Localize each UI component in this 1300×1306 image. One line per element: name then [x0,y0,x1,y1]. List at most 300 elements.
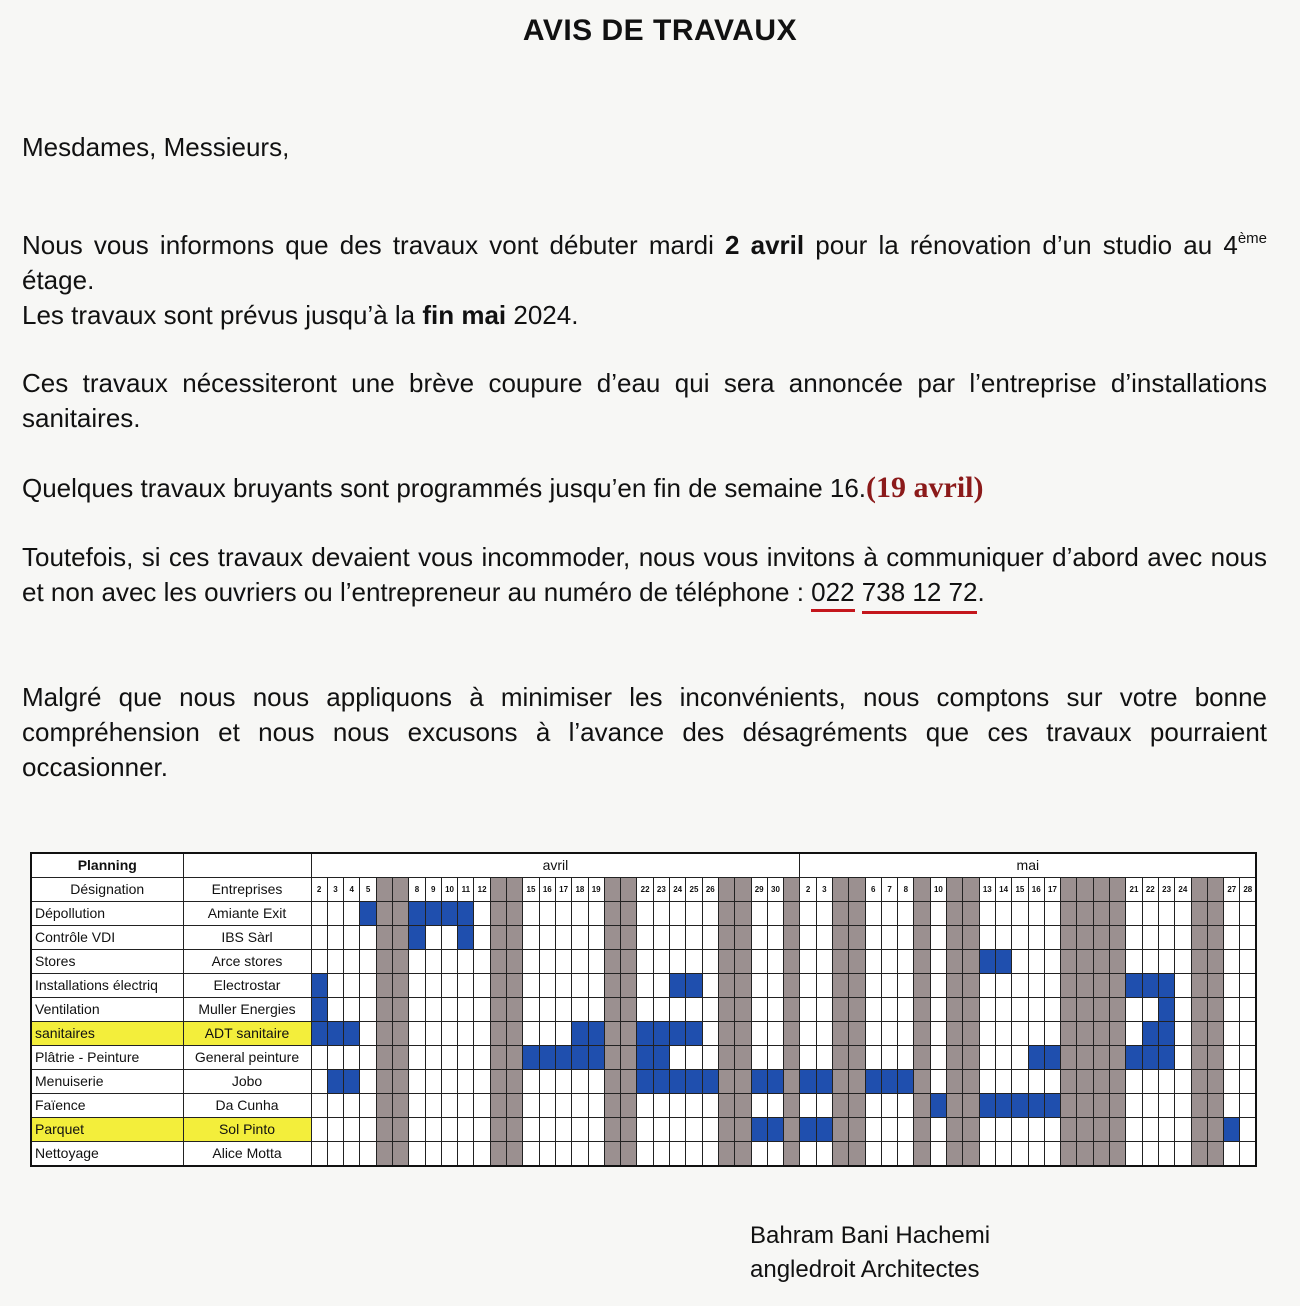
weekend-cell [1207,974,1223,998]
empty-cell [702,1046,718,1070]
weekend-cell [1077,926,1093,950]
empty-cell [1012,998,1028,1022]
phone-number-part: 022 [811,577,854,612]
weekend-cell [1191,1046,1207,1070]
weekend-cell [718,1022,734,1046]
weekend-cell [914,902,930,926]
empty-cell [865,1046,881,1070]
empty-cell [816,1022,832,1046]
empty-cell [523,1022,539,1046]
entreprise-cell: Alice Motta [183,1142,311,1167]
empty-cell [425,1142,441,1167]
scheduled-cell [800,1118,816,1142]
empty-cell [1012,1070,1028,1094]
empty-cell [702,1142,718,1167]
weekend-cell [490,974,506,998]
weekend-cell [718,902,734,926]
weekend-cell [1061,902,1077,926]
empty-cell [360,1118,376,1142]
empty-cell [409,1118,425,1142]
weekend-cell [947,950,963,974]
day-label [1061,878,1077,902]
weekend-cell [914,1046,930,1070]
weekend-cell [376,1094,392,1118]
empty-cell [686,902,702,926]
empty-cell [539,974,555,998]
empty-cell [539,1070,555,1094]
day-label: 23 [1158,878,1174,902]
weekend-cell [392,926,408,950]
weekend-cell [963,974,979,998]
weekend-cell [1077,1118,1093,1142]
text: Les travaux sont prévus jusqu’à la [22,300,423,330]
scheduled-cell [311,1022,327,1046]
empty-cell [670,1094,686,1118]
empty-cell [1240,1070,1256,1094]
text: Toutefois, si ces travaux devaient vous incommoder, nous vous invitons à communiquer d’abord avec nous et non avec les ouvriers ou l’entrepreneur au numéro de téléphone : [22,542,1267,607]
empty-cell [360,950,376,974]
empty-cell [767,950,783,974]
empty-cell [930,1070,946,1094]
empty-cell [458,998,474,1022]
designation-cell: Parquet [31,1118,183,1142]
empty-cell [344,1094,360,1118]
empty-cell [441,1070,457,1094]
day-label [490,878,506,902]
weekend-cell [947,902,963,926]
empty-cell [751,902,767,926]
weekend-cell [1110,1118,1126,1142]
empty-cell [1158,1142,1174,1167]
empty-cell [686,1046,702,1070]
weekend-cell [833,1070,849,1094]
weekend-cell [376,1142,392,1167]
empty-cell [588,926,604,950]
empty-cell [441,1022,457,1046]
day-label [735,878,751,902]
empty-cell [474,1094,490,1118]
empty-cell [474,1142,490,1167]
empty-cell [311,1094,327,1118]
empty-cell [409,974,425,998]
day-label [947,878,963,902]
scheduled-cell [995,950,1011,974]
weekend-cell [1093,1070,1109,1094]
empty-cell [816,1142,832,1167]
weekend-cell [1207,1142,1223,1167]
weekend-cell [1191,1022,1207,1046]
weekend-cell [376,974,392,998]
empty-cell [1126,902,1142,926]
weekend-cell [507,902,523,926]
empty-cell [1044,1022,1060,1046]
weekend-cell [718,1094,734,1118]
empty-cell [881,998,897,1022]
weekend-cell [1110,1142,1126,1167]
empty-cell [539,902,555,926]
empty-cell [1224,1022,1240,1046]
scheduled-cell [979,1094,995,1118]
scheduled-cell [1158,1046,1174,1070]
empty-cell [979,998,995,1022]
header-blank [183,853,311,878]
weekend-cell [490,998,506,1022]
weekend-cell [784,998,800,1022]
empty-cell [360,998,376,1022]
empty-cell [1126,1070,1142,1094]
empty-cell [409,1022,425,1046]
empty-cell [1158,902,1174,926]
weekend-cell [718,1046,734,1070]
empty-cell [1012,1142,1028,1167]
weekend-cell [1061,998,1077,1022]
empty-cell [555,950,571,974]
empty-cell [539,1142,555,1167]
weekend-cell [1207,926,1223,950]
weekend-cell [376,1046,392,1070]
superscript: ème [1237,230,1267,247]
empty-cell [327,950,343,974]
weekend-cell [1093,1094,1109,1118]
empty-cell [1175,1022,1191,1046]
weekend-cell [963,1094,979,1118]
empty-cell [995,926,1011,950]
weekend-cell [833,998,849,1022]
empty-cell [523,974,539,998]
empty-cell [800,950,816,974]
weekend-cell [849,974,865,998]
scheduled-cell [1158,1022,1174,1046]
empty-cell [751,1022,767,1046]
weekend-cell [784,1118,800,1142]
empty-cell [637,926,653,950]
scheduled-cell [670,1070,686,1094]
weekend-cell [490,1046,506,1070]
scheduled-cell [1028,1094,1044,1118]
empty-cell [327,974,343,998]
text: Nous vous informons que des travaux vont débuter mardi [22,230,726,260]
weekend-cell [963,950,979,974]
scheduled-cell [409,926,425,950]
empty-cell [865,1094,881,1118]
empty-cell [898,1142,914,1167]
designation-header: Désignation [31,878,183,902]
empty-cell [898,926,914,950]
empty-cell [1012,974,1028,998]
weekend-cell [1110,926,1126,950]
weekend-cell [947,998,963,1022]
day-label: 22 [1142,878,1158,902]
empty-cell [425,926,441,950]
day-label [784,878,800,902]
weekend-cell [1207,1046,1223,1070]
day-label: 13 [979,878,995,902]
weekend-cell [849,1046,865,1070]
empty-cell [458,1094,474,1118]
empty-cell [767,974,783,998]
empty-cell [979,902,995,926]
weekend-cell [392,902,408,926]
entreprise-cell: ADT sanitaire [183,1022,311,1046]
weekend-cell [1191,998,1207,1022]
empty-cell [311,902,327,926]
day-label [621,878,637,902]
empty-cell [995,998,1011,1022]
weekend-cell [490,950,506,974]
empty-cell [344,998,360,1022]
day-label: 12 [474,878,490,902]
day-label: 10 [930,878,946,902]
empty-cell [800,974,816,998]
empty-cell [1224,926,1240,950]
empty-cell [767,1094,783,1118]
empty-cell [930,1022,946,1046]
empty-cell [441,1094,457,1118]
empty-cell [555,974,571,998]
weekend-cell [833,1142,849,1167]
empty-cell [572,1118,588,1142]
weekend-cell [947,1094,963,1118]
weekend-cell [1093,926,1109,950]
weekend-cell [1207,998,1223,1022]
empty-cell [474,950,490,974]
scheduled-cell [327,1070,343,1094]
empty-cell [767,998,783,1022]
weekend-cell [1093,998,1109,1022]
empty-cell [555,998,571,1022]
empty-cell [767,1142,783,1167]
empty-cell [539,950,555,974]
empty-cell [588,974,604,998]
empty-cell [670,1142,686,1167]
salutation: Mesdames, Messieurs, [22,132,290,162]
empty-cell [670,926,686,950]
weekend-cell [376,1118,392,1142]
weekend-cell [718,926,734,950]
day-label [718,878,734,902]
scheduled-cell [311,998,327,1022]
empty-cell [979,1022,995,1046]
scheduled-cell [441,902,457,926]
empty-cell [995,974,1011,998]
weekend-cell [849,1142,865,1167]
empty-cell [555,926,571,950]
scheduled-cell [1158,998,1174,1022]
day-label: 17 [1044,878,1060,902]
weekend-cell [621,1094,637,1118]
empty-cell [555,902,571,926]
empty-cell [458,1022,474,1046]
empty-cell [523,1118,539,1142]
empty-cell [1044,998,1060,1022]
day-label: 25 [686,878,702,902]
empty-cell [670,950,686,974]
empty-cell [360,1142,376,1167]
weekend-cell [914,1118,930,1142]
weekend-cell [1093,1022,1109,1046]
empty-cell [702,974,718,998]
empty-cell [930,1118,946,1142]
scheduled-cell [425,902,441,926]
weekend-cell [1207,950,1223,974]
empty-cell [670,1118,686,1142]
weekend-cell [849,926,865,950]
scheduled-cell [686,1070,702,1094]
weekend-cell [914,1022,930,1046]
empty-cell [898,1046,914,1070]
empty-cell [1158,926,1174,950]
weekend-cell [784,1070,800,1094]
planning-header-row [31,853,1256,878]
day-label [833,878,849,902]
day-label [963,878,979,902]
empty-cell [539,926,555,950]
weekend-cell [833,1046,849,1070]
table-row [31,998,1256,1022]
empty-cell [637,950,653,974]
scheduled-cell [572,1022,588,1046]
empty-cell [344,974,360,998]
empty-cell [572,1142,588,1167]
day-label [914,878,930,902]
empty-cell [637,902,653,926]
weekend-cell [507,1022,523,1046]
weekend-cell [833,950,849,974]
weekend-cell [376,1022,392,1046]
empty-cell [800,1046,816,1070]
scheduled-cell [1126,974,1142,998]
empty-cell [474,1118,490,1142]
empty-cell [1028,1118,1044,1142]
empty-cell [474,974,490,998]
weekend-cell [849,902,865,926]
empty-cell [751,950,767,974]
designation-cell: sanitaires [31,1022,183,1046]
empty-cell [539,1022,555,1046]
day-label: 5 [360,878,376,902]
empty-cell [1158,950,1174,974]
day-label: 3 [327,878,343,902]
empty-cell [409,1142,425,1167]
empty-cell [751,1046,767,1070]
table-row [31,1094,1256,1118]
weekend-cell [392,1118,408,1142]
scheduled-cell [344,1070,360,1094]
empty-cell [881,1094,897,1118]
empty-cell [1224,1070,1240,1094]
empty-cell [800,1094,816,1118]
weekend-cell [621,1070,637,1094]
empty-cell [881,950,897,974]
weekend-cell [376,998,392,1022]
paragraph-noisy-works [22,470,1267,506]
weekend-cell [1207,1118,1223,1142]
empty-cell [653,1094,669,1118]
empty-cell [474,1022,490,1046]
empty-cell [670,998,686,1022]
weekend-cell [1110,1094,1126,1118]
empty-cell [425,1046,441,1070]
empty-cell [930,926,946,950]
empty-cell [327,1142,343,1167]
weekend-cell [392,998,408,1022]
day-label: 8 [898,878,914,902]
empty-cell [1175,1070,1191,1094]
empty-cell [555,1142,571,1167]
scheduled-cell [1028,1046,1044,1070]
empty-cell [800,998,816,1022]
empty-cell [1175,1142,1191,1167]
text: 2024. [506,300,579,330]
scheduled-cell [327,1022,343,1046]
weekend-cell [963,1022,979,1046]
weekend-cell [1061,1046,1077,1070]
weekend-cell [735,974,751,998]
empty-cell [767,1046,783,1070]
empty-cell [1126,998,1142,1022]
empty-cell [898,998,914,1022]
weekend-cell [392,1142,408,1167]
empty-cell [572,926,588,950]
empty-cell [360,1094,376,1118]
empty-cell [979,1142,995,1167]
empty-cell [865,902,881,926]
weekend-cell [735,1094,751,1118]
day-label [849,878,865,902]
weekend-cell [1061,1094,1077,1118]
weekend-cell [1191,926,1207,950]
empty-cell [360,1022,376,1046]
empty-cell [1240,1142,1256,1167]
weekend-cell [1077,950,1093,974]
weekend-cell [735,1142,751,1167]
weekend-cell [1110,998,1126,1022]
weekend-cell [507,998,523,1022]
designation-cell: Menuiserie [31,1070,183,1094]
empty-cell [751,1094,767,1118]
weekend-cell [833,974,849,998]
scheduled-cell [1158,974,1174,998]
empty-cell [686,1142,702,1167]
empty-cell [1142,950,1158,974]
empty-cell [555,1094,571,1118]
weekend-cell [621,974,637,998]
weekend-cell [833,1022,849,1046]
empty-cell [1126,926,1142,950]
phone-number-part: 738 12 72 [862,577,978,614]
empty-cell [1044,950,1060,974]
day-label [507,878,523,902]
empty-cell [344,950,360,974]
empty-cell [1158,1118,1174,1142]
scheduled-cell [767,1118,783,1142]
empty-cell [898,902,914,926]
weekend-cell [963,1142,979,1167]
weekend-cell [1191,902,1207,926]
empty-cell [930,974,946,998]
scheduled-cell [1126,1046,1142,1070]
empty-cell [458,1046,474,1070]
empty-cell [1175,998,1191,1022]
empty-cell [1224,902,1240,926]
empty-cell [979,974,995,998]
empty-cell [686,950,702,974]
empty-cell [458,1142,474,1167]
empty-cell [409,950,425,974]
empty-cell [1240,902,1256,926]
weekend-cell [490,1142,506,1167]
empty-cell [588,998,604,1022]
